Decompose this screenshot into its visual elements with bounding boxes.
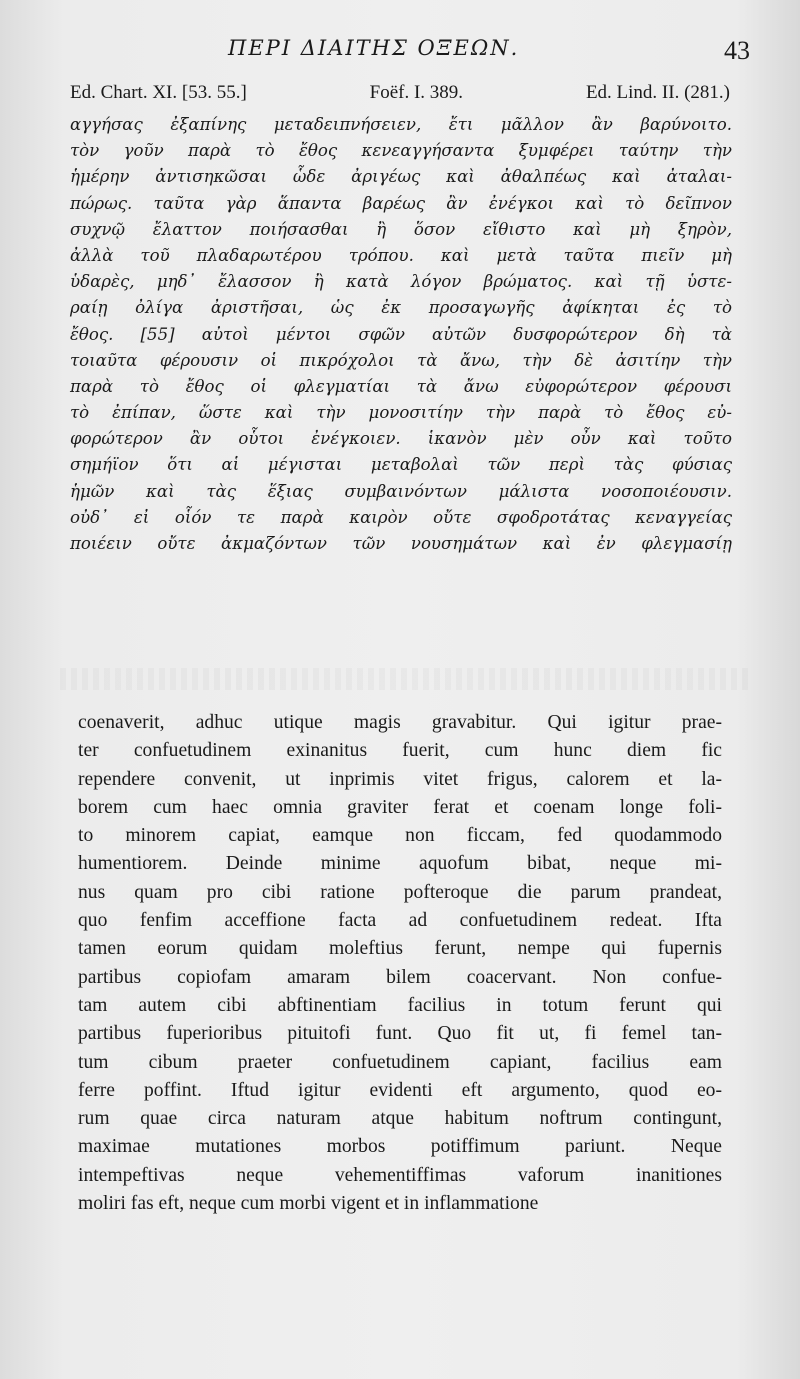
latin-line: nus quam pro cibi ratione pofteroque die parum prandeat,: [78, 881, 722, 903]
edition-references: [70, 82, 730, 104]
latin-line: ferre poffint. Iftud igitur evidenti eft argumento, quod eo-: [78, 1079, 722, 1101]
greek-line: ἡμῶν καὶ τὰς ἕξιας συμβαινόντων μάλιστα νοσοποιέουσιν.: [70, 481, 732, 501]
latin-line: coenaverit, adhuc utique magis gravabitur. Qui igitur prae-: [78, 712, 722, 733]
latin-text-block: [78, 709, 722, 1218]
greek-line: παρὰ τὸ ἔθος οἱ φλεγματίαι τὰ ἄνω εὐφορώτερον φέρουσι: [70, 376, 732, 396]
greek-line: ποιέειν οὔτε ἀκμαζόντων τῶν νουσημάτων καὶ ἐν φλεγμασίῃ: [70, 534, 732, 553]
greek-line: αγγήσας ἐξαπίνης μεταδειπνήσειεν, ἔτι μᾶλλον ἂν βαρύνοιτο.: [70, 115, 732, 134]
greek-line: τὸ ἐπίπαν, ὥστε καὶ τὴν μονοσιτίην τὴν παρὰ τὸ ἔθος εὐ-: [70, 403, 732, 423]
latin-line: borem cum haec omnia graviter ferat et coenam longe foli-: [78, 796, 722, 818]
latin-line: tum cibum praeter confuetudinem capiant, facilius eam: [78, 1051, 722, 1073]
greek-line: ἀλλὰ τοῦ πλαδαρωτέρου τρόπου. καὶ μετὰ ταῦτα πιεῖν μὴ: [70, 245, 732, 265]
greek-line: οὐδ᾽ εἰ οἷόν τε παρὰ καιρὸν οὔτε σφοδροτάτας κεναγγείας: [70, 507, 732, 527]
greek-line: ὑδαρὲς, μηδ᾽ ἔλασσον ἢ κατὰ λόγον βρώματος. καὶ τῇ ὑστε-: [70, 272, 732, 292]
running-title: ΠΕΡΙ ΔΙΑΙΤΗΣ ΟΞΕΩΝ.: [228, 36, 520, 60]
page-number: 43: [724, 36, 750, 65]
greek-line: πώρως. ταῦτα γὰρ ἅπαντα βαρέως ἂν ἐνέγκοι καὶ τὸ δεῖπνον: [70, 193, 732, 213]
bleed-through-gap: [60, 668, 750, 690]
greek-line: ραίῃ ὀλίγα ἀριστῆσαι, ὡς ἐκ προσαγωγῆς ἀφίκηται ἐς τὸ: [70, 298, 732, 318]
latin-line: rum quae circa naturam atque habitum noftrum contingunt,: [78, 1108, 722, 1130]
latin-line: maximae mutationes morbos potiffimum pariunt. Neque: [78, 1136, 722, 1158]
greek-line: συχνῷ ἔλαττον ποιήσασθαι ἢ ὅσον εἴθιστο καὶ μὴ ξηρὸν,: [70, 219, 732, 239]
greek-line: σημήϊον ὅτι αἱ μέγισται μεταβολαὶ τῶν περὶ τὰς φύσιας: [70, 455, 732, 475]
greek-line: τὸν γοῦν παρὰ τὸ ἔθος κενεαγγήσαντα ξυμφέρει ταύτην τὴν: [70, 141, 732, 161]
latin-line: rependere convenit, ut inprimis vitet frigus, calorem et la-: [78, 768, 722, 790]
edition-foesius: Foëf. I. 389.: [369, 82, 464, 103]
edition-chartier: Ed. Chart. XI. [53. 55.]: [70, 82, 247, 103]
latin-line: humentiorem. Deinde minime aquofum bibat, neque mi-: [78, 853, 722, 875]
latin-line: tamen eorum quidam moleftius ferunt, nempe qui fupernis: [78, 938, 722, 960]
greek-line: ἡμέρην ἀντισηκῶσαι ὧδε ἀριγέως καὶ ἀθαλπέως καὶ ἀταλαι-: [70, 167, 732, 187]
greek-line: φορώτερον ἂν οὗτοι ἐνέγκοιεν. ἱκανὸν μὲν οὖν καὶ τοῦτο: [70, 429, 732, 449]
latin-line: to minorem capiat, eamque non ficcam, fed quodammodo: [78, 825, 722, 847]
greek-line: τοιαῦτα φέρουσιν οἱ πικρόχολοι τὰ ἄνω, τὴν δὲ ἀσιτίην τὴν: [70, 350, 732, 370]
latin-line: ter confuetudinem exinanitus fuerit, cum hunc diem fic: [78, 740, 722, 762]
latin-line: tam autem cibi abftinentiam facilius in totum ferunt qui: [78, 994, 722, 1016]
latin-line: partibus fuperioribus pituitofi funt. Quo fit ut, fi femel tan-: [78, 1023, 722, 1045]
greek-text-block: [70, 112, 732, 557]
edition-linden: Ed. Lind. II. (281.): [585, 82, 730, 103]
latin-line: partibus copiofam amaram bilem coacervant. Non confue-: [78, 966, 722, 988]
greek-line: ἔθος. [55] αὐτοὶ μέντοι σφῶν αὐτῶν δυσφορώτερον δὴ τὰ: [70, 324, 732, 344]
latin-line: intempeftivas neque vehementiffimas vaforum inanitiones: [78, 1164, 722, 1186]
latin-line: moliri fas eft, neque cum morbi vigent et in inflammatione: [78, 1193, 539, 1215]
running-head: [60, 36, 750, 70]
latin-line: quo fenfim acceffione facta ad confuetudinem redeat. Ifta: [78, 910, 722, 932]
